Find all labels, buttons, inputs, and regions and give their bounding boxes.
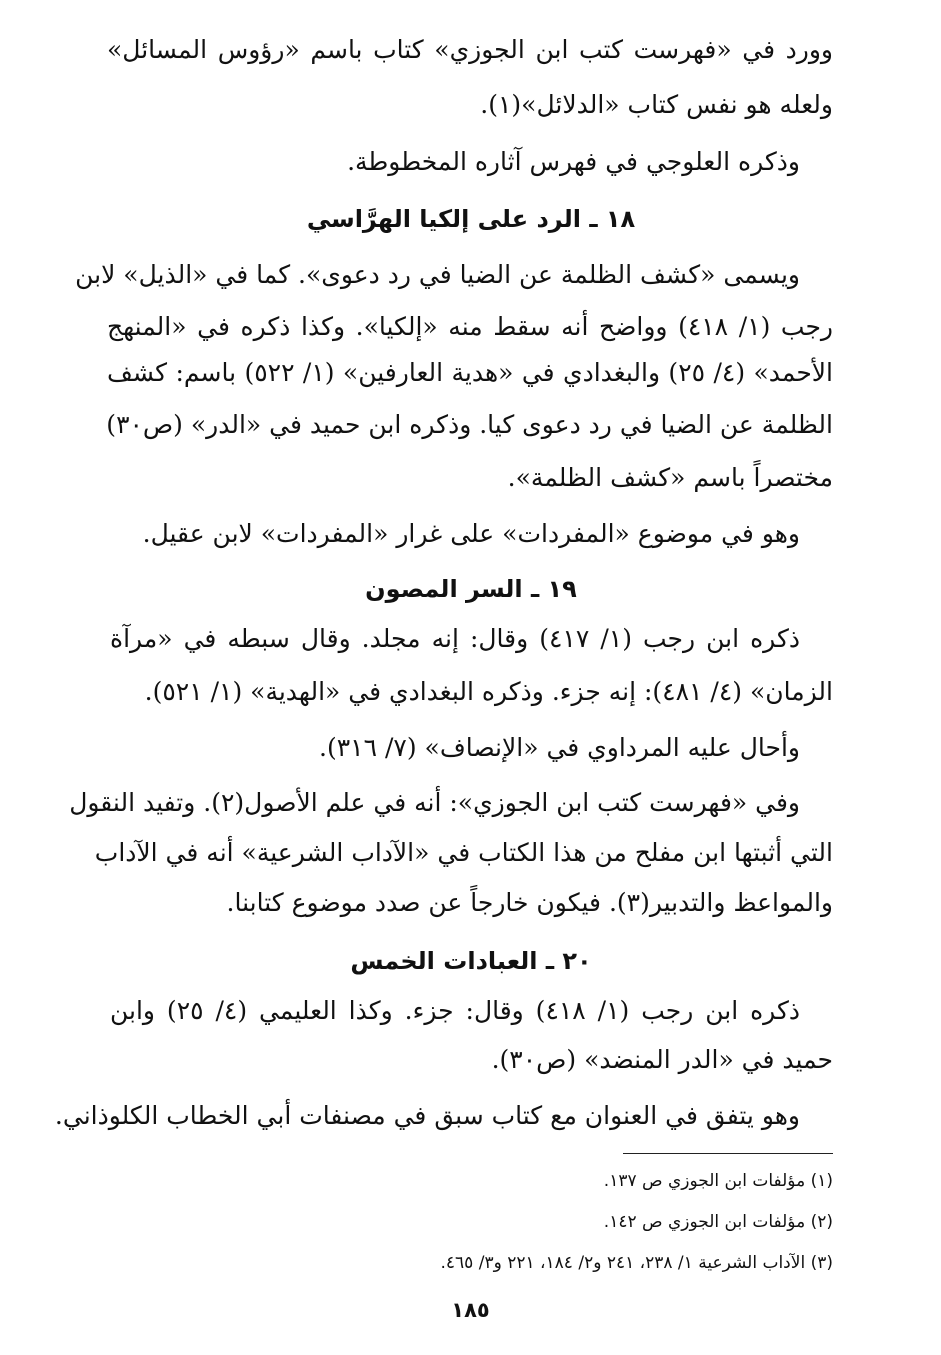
paragraph-line: وهو في موضوع «المفردات» على غرار «المفردات» لابن عقيل.: [142, 519, 800, 548]
paragraph-line: ويسمى «كشف الظلمة عن الضيا في رد دعوى». كما في «الذيل» لابن: [75, 260, 800, 289]
paragraph-line: وورد في «فهرست كتب ابن الجوزي» كتاب باسم «رؤوس المسائل»: [107, 35, 833, 64]
paragraph-line: وذكره العلوجي في فهرس آثاره المخطوطة.: [347, 147, 800, 176]
paragraph-line: ولعله هو نفس كتاب «الدلائل»(١).: [480, 90, 833, 119]
paragraph-line: والمواعظ والتدبير(٣). فيكون خارجاً عن صدد موضوع كتابنا.: [226, 888, 833, 917]
paragraph-line: مختصراً باسم «كشف الظلمة».: [507, 463, 833, 492]
paragraph-line: وفي «فهرست كتب ابن الجوزي»: أنه في علم الأصول(٢). وتفيد النقول: [69, 788, 800, 817]
paragraph-line: التي أثبتها ابن مفلح من هذا الكتاب في «الآداب الشرعية» أنه في الآداب: [94, 838, 833, 867]
section-heading-18: ١٨ ـ الرد على إلكيا الهرَّاسي: [306, 205, 636, 233]
footnote: (٢) مؤلفات ابن الجوزي ص ١٤٢.: [603, 1212, 833, 1232]
section-heading-20: ٢٠ ـ العبادات الخمس: [350, 947, 592, 975]
footnote-divider: [623, 1153, 833, 1154]
paragraph-line: الظلمة عن الضيا في رد دعوى كيا. وذكره ابن حميد في «الدر» (ص٣٠): [106, 410, 833, 439]
paragraph-line: الأحمد» (٤/ ٢٥) والبغدادي في «هدية العارفين» (١/ ٥٢٢) باسم: كشف: [107, 358, 833, 387]
footnote: (١) مؤلفات ابن الجوزي ص ١٣٧.: [603, 1171, 833, 1191]
page-number: ١٨٥: [451, 1298, 490, 1322]
paragraph-line: وهو يتفق في العنوان مع كتاب سبق في مصنفات أبي الخطاب الكلوذاني.: [54, 1101, 800, 1130]
section-heading-19: ١٩ ـ السر المصون: [365, 575, 577, 603]
paragraph-line: ذكره ابن رجب (١/ ٤١٧) وقال: إنه مجلد. وقال سبطه في «مرآة: [110, 624, 801, 653]
footnote: (٣) الآداب الشرعية ١/ ٢٣٨، ٢٤١ و٢/ ١٨٤، ٢٢١ و٣/ ٤٦٥.: [440, 1253, 833, 1273]
paragraph-line: رجب (١/ ٤١٨) وواضح أنه سقط منه «إلكيا». وكذا ذكره في «المنهج: [107, 312, 833, 341]
paragraph-line: وأحال عليه المرداوي في «الإنصاف» (٧/ ٣١٦).: [319, 733, 800, 762]
paragraph-line: حميد في «الدر المنضد» (ص٣٠).: [491, 1045, 833, 1074]
paragraph-line: ذكره ابن رجب (١/ ٤١٨) وقال: جزء. وكذا العليمي (٤/ ٢٥) وابن: [110, 996, 800, 1025]
paragraph-line: الزمان» (٤/ ٤٨١): إنه جزء. وذكره البغدادي في «الهدية» (١/ ٥٢١).: [144, 677, 833, 706]
